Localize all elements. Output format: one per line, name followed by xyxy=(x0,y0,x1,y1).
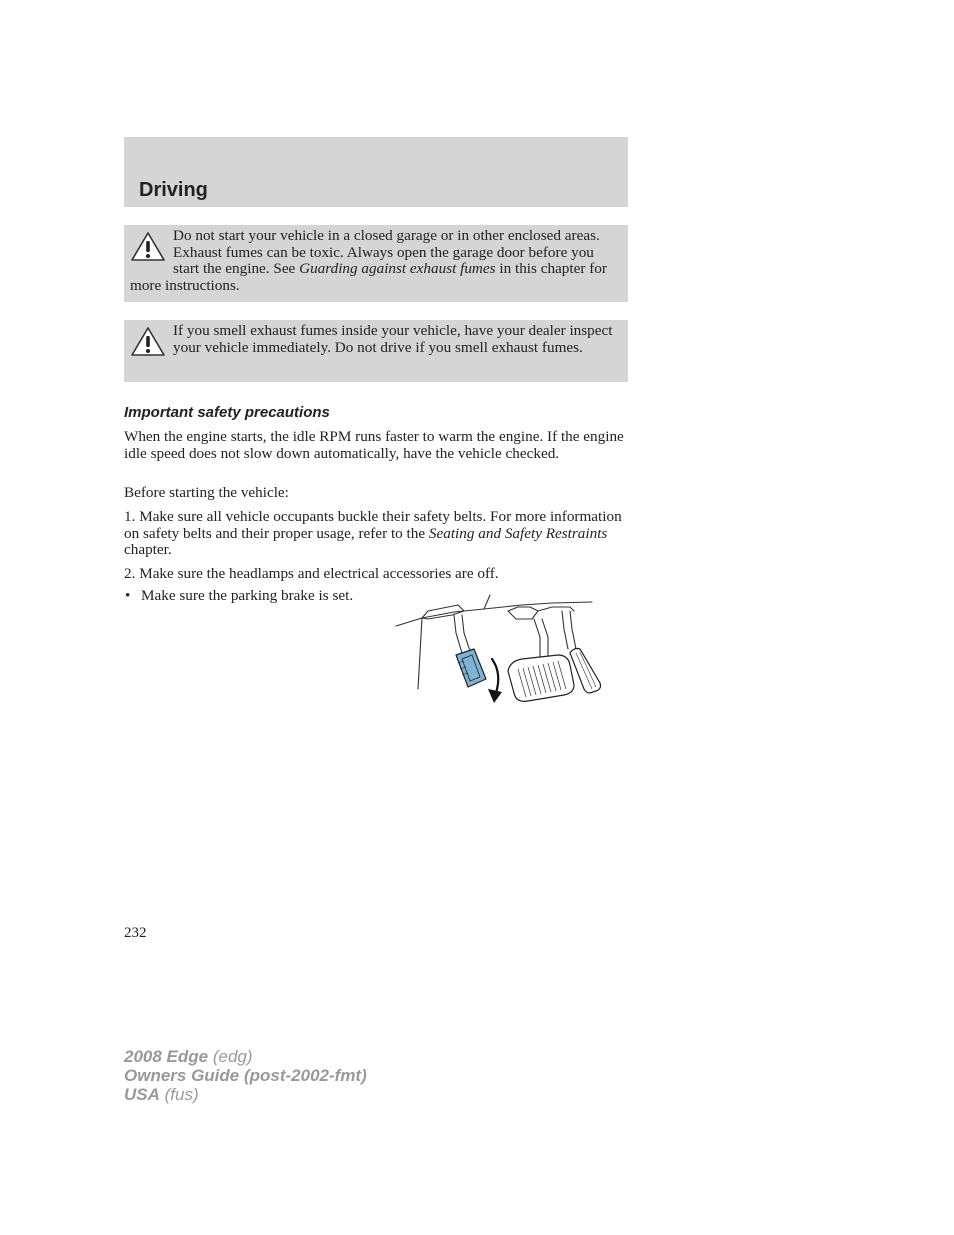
section-heading: Important safety precautions xyxy=(124,404,330,421)
chapter-header xyxy=(124,137,628,207)
parking-brake-pedal xyxy=(456,649,486,687)
bullet-parking-brake xyxy=(124,588,364,605)
footer-line-model: 2008 Edge (edg) xyxy=(124,1047,253,1066)
warning-box-fumes xyxy=(124,320,628,382)
bullet-text: Make sure the parking brake is set. xyxy=(141,587,354,604)
footer-line-market: USA (fus) xyxy=(124,1085,199,1104)
bullet-symbol: • xyxy=(125,587,131,604)
document-footer xyxy=(124,1047,367,1104)
warning-text-garage: Do not start your vehicle in a closed garage or in other enclosed areas. Exhaust fumes can be toxic. Always open the garage door before you start the engine. See Guarding against exhaust fumes in this chapter for more instructions. xyxy=(130,227,607,294)
warning-triangle-icon xyxy=(130,231,166,263)
footer-line-guide: Owners Guide (post-2002-fmt) xyxy=(124,1066,367,1085)
chapter-title: Driving xyxy=(139,179,208,201)
list-item-safety-belts: 1. Make sure all vehicle occupants buckle their safety belts. For more information on safety belts and their proper usage, refer to the Seating and Safety Restraints chapter. xyxy=(124,508,622,558)
warning-triangle-icon xyxy=(130,326,166,358)
paragraph-before-starting: Before starting the vehicle: xyxy=(124,484,289,501)
page-number: 232 xyxy=(124,925,147,941)
arrow-down-icon xyxy=(488,659,502,703)
parking-brake-pedal-illustration xyxy=(392,589,604,705)
paragraph-idle-rpm: When the engine starts, the idle RPM runs faster to warm the engine. If the engine idle speed does not slow down automatically, have the vehicle checked. xyxy=(124,428,624,462)
warning-box-garage xyxy=(124,225,628,302)
warning-text-fumes: If you smell exhaust fumes inside your vehicle, have your dealer inspect your vehicle immediately. Do not drive if you smell exhaust fumes. xyxy=(173,322,613,356)
list-item-headlamps: 2. Make sure the headlamps and electrical accessories are off. xyxy=(124,565,499,582)
